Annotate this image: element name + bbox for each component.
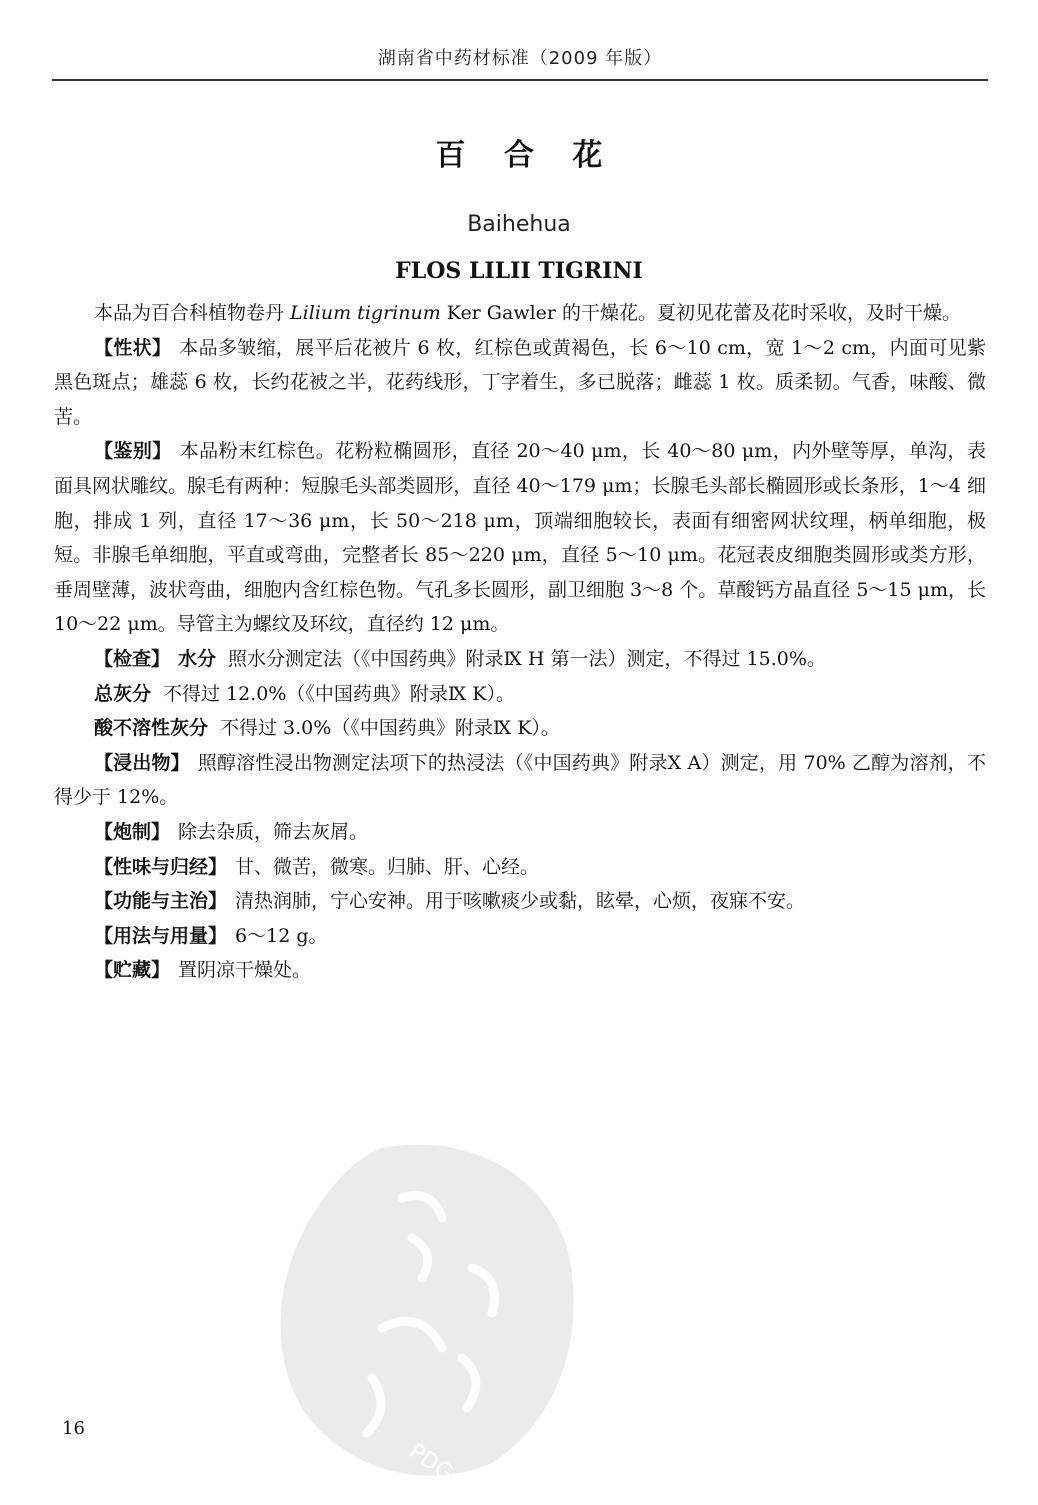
species-name: Lilium tigrinum [290,302,441,324]
section-xingzhuang [54,331,986,435]
subsection-label: 水分 [178,647,217,670]
header-rule [52,79,988,81]
subsection-suanbu [54,711,986,746]
section-label: 【用法与用量】 [94,924,228,947]
section-text: 除去杂质，筛去灰屑。 [178,820,369,843]
page-number: 16 [62,1418,85,1439]
section-jinchuwu [54,746,986,815]
intro-text-2: Ker Gawler 的干燥花。夏初见花蕾及花时采收，及时干燥。 [440,302,962,324]
section-text: 清热润肺，宁心安神。用于咳嗽痰少或黏，眩晕，心烦，夜寐不安。 [235,890,806,913]
section-label: 【检查】 [94,647,171,670]
watermark-seal [262,1128,592,1488]
subsection-zonghui [54,677,986,712]
section-text: 不得过 12.0%（《中国药典》附录Ⅸ K）。 [163,682,515,705]
intro-paragraph [54,296,986,331]
section-label: 【贮藏】 [94,959,171,982]
subsection-label: 酸不溶性灰分 [94,717,209,740]
section-xingwei [54,850,986,885]
section-text: 6～12 g。 [235,924,328,947]
section-gongneng [54,884,986,919]
section-label: 【性味与归经】 [94,855,228,878]
section-text: 不得过 3.0%（《中国药典》附录Ⅸ K）。 [220,717,560,740]
section-text: 本品多皱缩，展平后花被片 6 枚，红棕色或黄褐色，长 6～10 cm，宽 1～2 cm，内面可见紫黑色斑点；雄蕊 6 枚，长约花被之半，花药线形，丁字着生，多已脱落；雌蕊 1 枚。质柔韧。气香，味酸、微苦。 [54,336,986,428]
section-text: 置阴凉干燥处。 [178,959,312,982]
section-text: 照醇溶性浸出物测定法项下的热浸法（《中国药典》附录Ⅹ A）测定，用 70% 乙醇为溶剂，不得少于 12%。 [54,751,986,809]
latin-name: FLOS LILII TIGRINI [395,258,643,284]
section-label: 【性状】 [94,336,172,359]
watermark-text: PDG [404,1438,458,1487]
section-text: 甘、微苦，微寒。归肺、肝、心经。 [235,855,540,878]
monograph-body [54,296,986,988]
section-label: 【炮制】 [94,820,171,843]
page-title: 百 合 花 [435,138,617,173]
section-text: 本品粉末红棕色。花粉粒椭圆形，直径 20～40 μm，长 40～80 μm，内外壁等厚，单沟，表面具网状雕纹。腺毛有两种：短腺毛头部类圆形，直径 40～179 μm；长腺毛头部长椭圆形或长条形，1～4 细胞，排成 1 列，直径 17～36 μm，长 50～218 μm，顶端细胞较长，表面有细密网状纹理，柄单细胞，极短。非腺毛单细胞，平直或弯曲，完整者长 85～220 μm，直径 5～10 μm。花冠表皮细胞类圆形或类方形，垂周壁薄，波状弯曲，细胞内含红棕色物。气孔多长圆形，副卫细胞 3～8 个。草酸钙方晶直径 5～15 μm，长 10～22 μm。导管主为螺纹及环纹，直径约 12 μm。 [54,440,986,636]
section-text: 照水分测定法（《中国药典》附录Ⅸ H 第一法）测定，不得过 15.0%。 [228,647,826,670]
section-label: 【浸出物】 [94,751,190,774]
section-yongfa [54,919,986,954]
section-jianbie [54,434,986,642]
subsection-label: 总灰分 [94,682,152,705]
section-zhucang [54,953,986,988]
section-label: 【功能与主治】 [94,890,228,913]
intro-text-1: 本品为百合科植物卷丹 [94,302,291,324]
running-header: 湖南省中药材标准（2009 年版） [377,48,663,69]
section-label: 【鉴别】 [94,440,172,463]
section-jiancha [54,642,986,677]
pinyin-name: Baihehua [467,212,571,237]
section-paozhi [54,815,986,850]
